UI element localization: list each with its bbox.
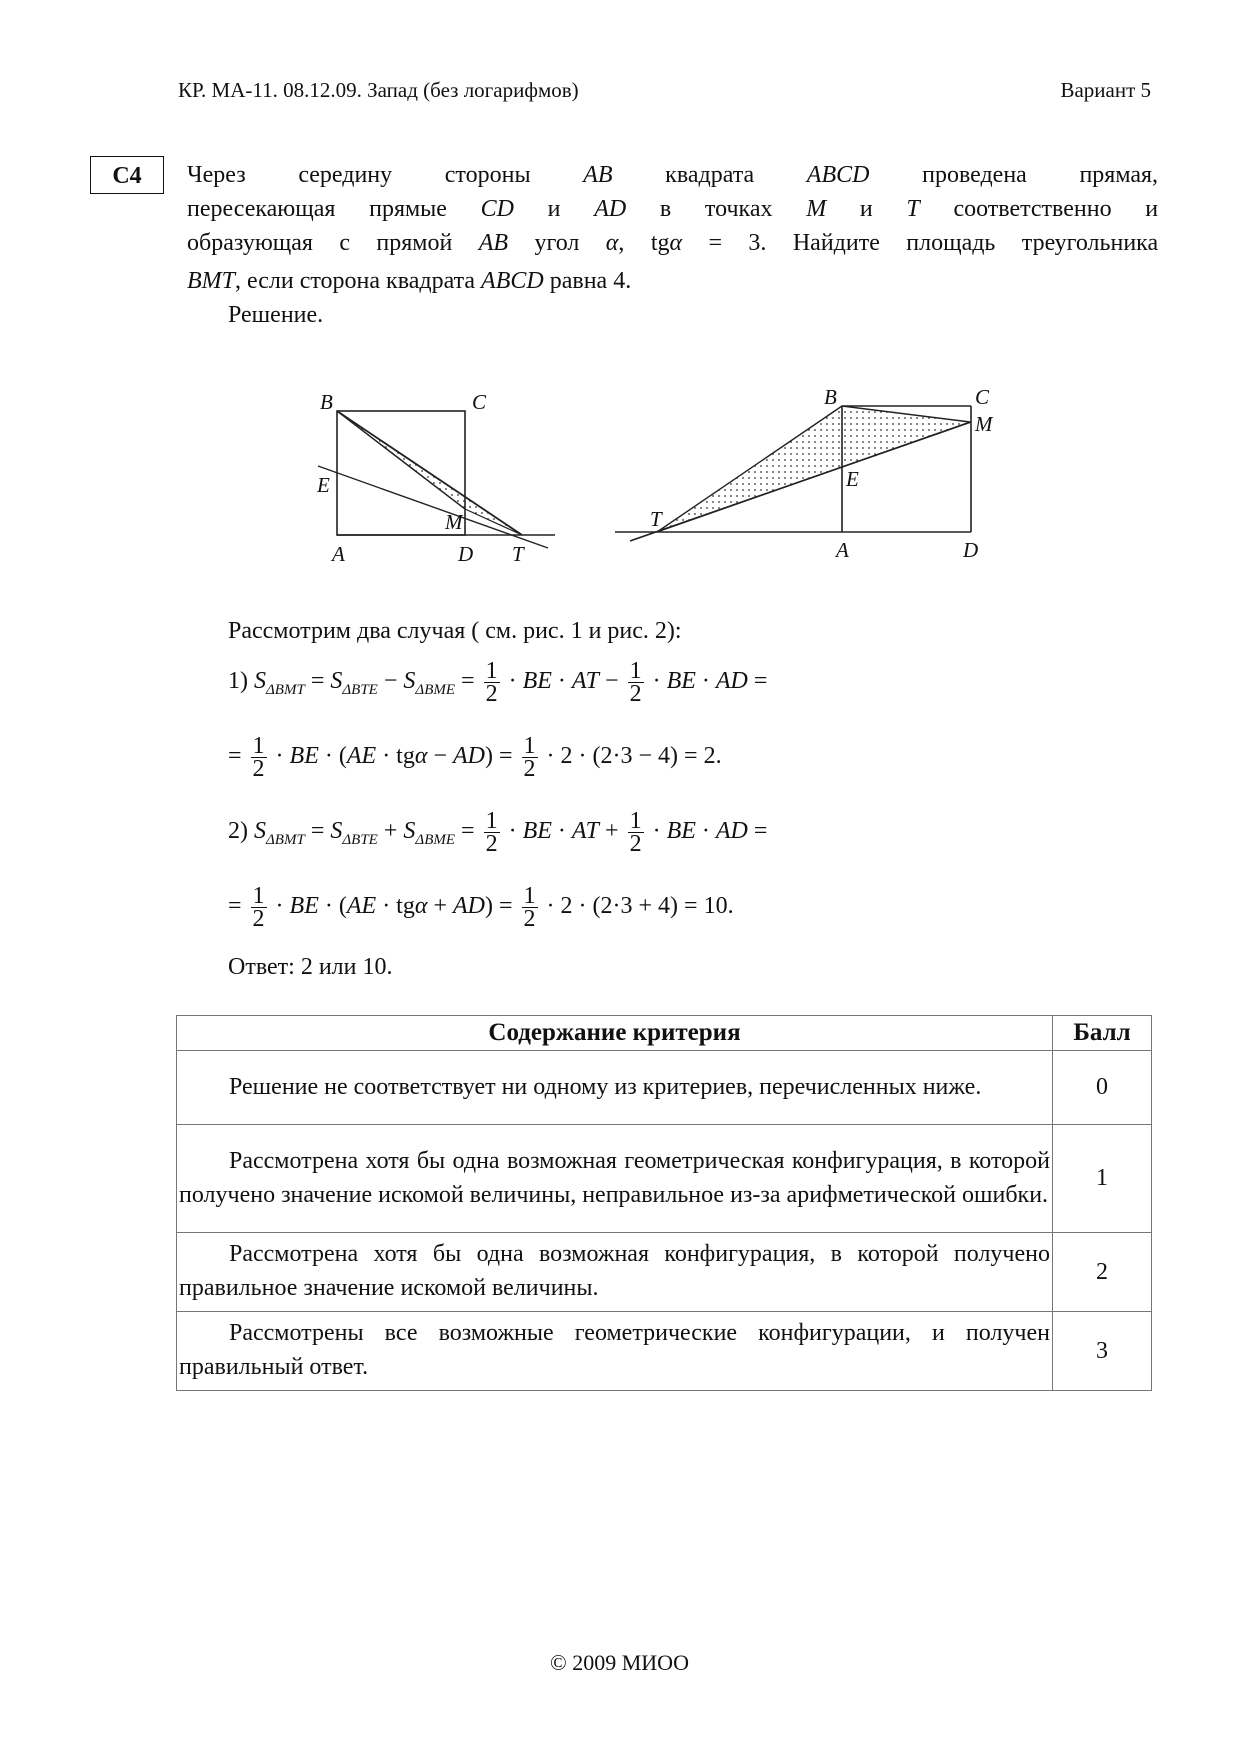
criteria-header-row	[177, 1016, 1152, 1051]
fig1-label-e: E	[317, 473, 330, 497]
formula-case-1-line-2: = $\frac{1}{2}$ · BE · (AE · tgα − AD) = $\frac{1}{2}$ · 2 · (2·3 − 4) = 2.	[228, 733, 722, 782]
fig2-label-t: T	[650, 507, 662, 531]
fig2-label-b: B	[824, 385, 837, 409]
fig2-label-a: A	[836, 538, 849, 562]
fig1-label-m: M	[445, 510, 463, 534]
task-line-2: пересекающая прямые CD и AD в точках M и T соответственно и	[187, 196, 1159, 222]
fig2-label-d: D	[963, 538, 979, 562]
criteria-header-score: Балл	[1053, 1016, 1152, 1051]
table-row	[177, 1312, 1152, 1391]
answer: Ответ: 2 или 10.	[228, 954, 393, 980]
task-line-3: образующая с прямой AB угол α, tgα = 3. Найдите площадь треугольника	[187, 230, 1159, 256]
footer-copyright: © 2009 МИОО	[550, 1650, 689, 1675]
criteria-table	[176, 1015, 1152, 1391]
criterion-score: 2	[1053, 1233, 1152, 1312]
table-row	[177, 1233, 1152, 1312]
fig2-label-c: C	[975, 385, 990, 409]
triangle-bmt-2	[657, 406, 970, 532]
formula-case-2-line-1: 2) $S_{\Delta BMT} = S_{\Delta BTE} + S_{\Delta BME}$ = $\frac{1}{2}$ · BE · AT + $\frac{1}{2}$ · BE · AD =	[228, 808, 768, 857]
table-row	[177, 1051, 1152, 1125]
fig1-label-t: T	[512, 542, 524, 566]
fig2-label-e: E	[846, 467, 859, 491]
criterion-score: 3	[1053, 1312, 1152, 1391]
formula-case-1-line-1: 1) $S_{\Delta BMT} = S_{\Delta BTE} - S_{\Delta BME}$ = $\frac{1}{2}$ · BE · AT − $\frac{1}{2}$ · BE · AD =	[228, 658, 768, 707]
task-line-4: BMT, если сторона квадрата ABCD равна 4.	[187, 268, 632, 294]
formula-case-2-line-2: = $\frac{1}{2}$ · BE · (AE · tgα + AD) = $\frac{1}{2}$ · 2 · (2·3 + 4) = 10.	[228, 883, 734, 932]
criterion-text: Рассмотрены все возможные геометрические конфигурации, и получен правильный ответ.	[179, 1320, 1050, 1380]
solution-intro: Рассмотрим два случая ( см. рис. 1 и рис. 2):	[228, 618, 682, 644]
criterion-text: Решение не соответствует ни одному из критериев, перечисленных ниже.	[229, 1073, 982, 1100]
task-label: С4	[90, 156, 164, 194]
task-line-1: Через середину стороны AB квадрата ABCD проведена прямая,	[187, 162, 1159, 188]
fig2-label-m: M	[975, 412, 993, 436]
criterion-score: 0	[1053, 1051, 1152, 1125]
header-left: КР. МА-11. 08.12.09. Запад (без логарифмов)	[178, 78, 579, 102]
criterion-text: Рассмотрена хотя бы одна возможная конфигурация, в которой получено правильное значение искомой величины.	[179, 1241, 1050, 1301]
table-row	[177, 1125, 1152, 1233]
fig1-label-d: D	[458, 542, 474, 566]
criterion-score: 1	[1053, 1125, 1152, 1233]
solution-label: Решение.	[228, 302, 324, 328]
fig1-label-a: A	[332, 542, 345, 566]
figure-2	[615, 380, 1015, 575]
header-variant: Вариант 5	[1060, 78, 1151, 102]
criteria-header-content: Содержание критерия	[177, 1016, 1053, 1051]
fig1-label-b: B	[320, 390, 333, 414]
fig1-label-c: C	[472, 390, 487, 414]
figure-1	[300, 385, 580, 580]
criterion-text: Рассмотрена хотя бы одна возможная геометрическая конфигурация, в которой получено значение искомой величины, неправильное из-за арифметической ошибки.	[179, 1147, 1050, 1208]
